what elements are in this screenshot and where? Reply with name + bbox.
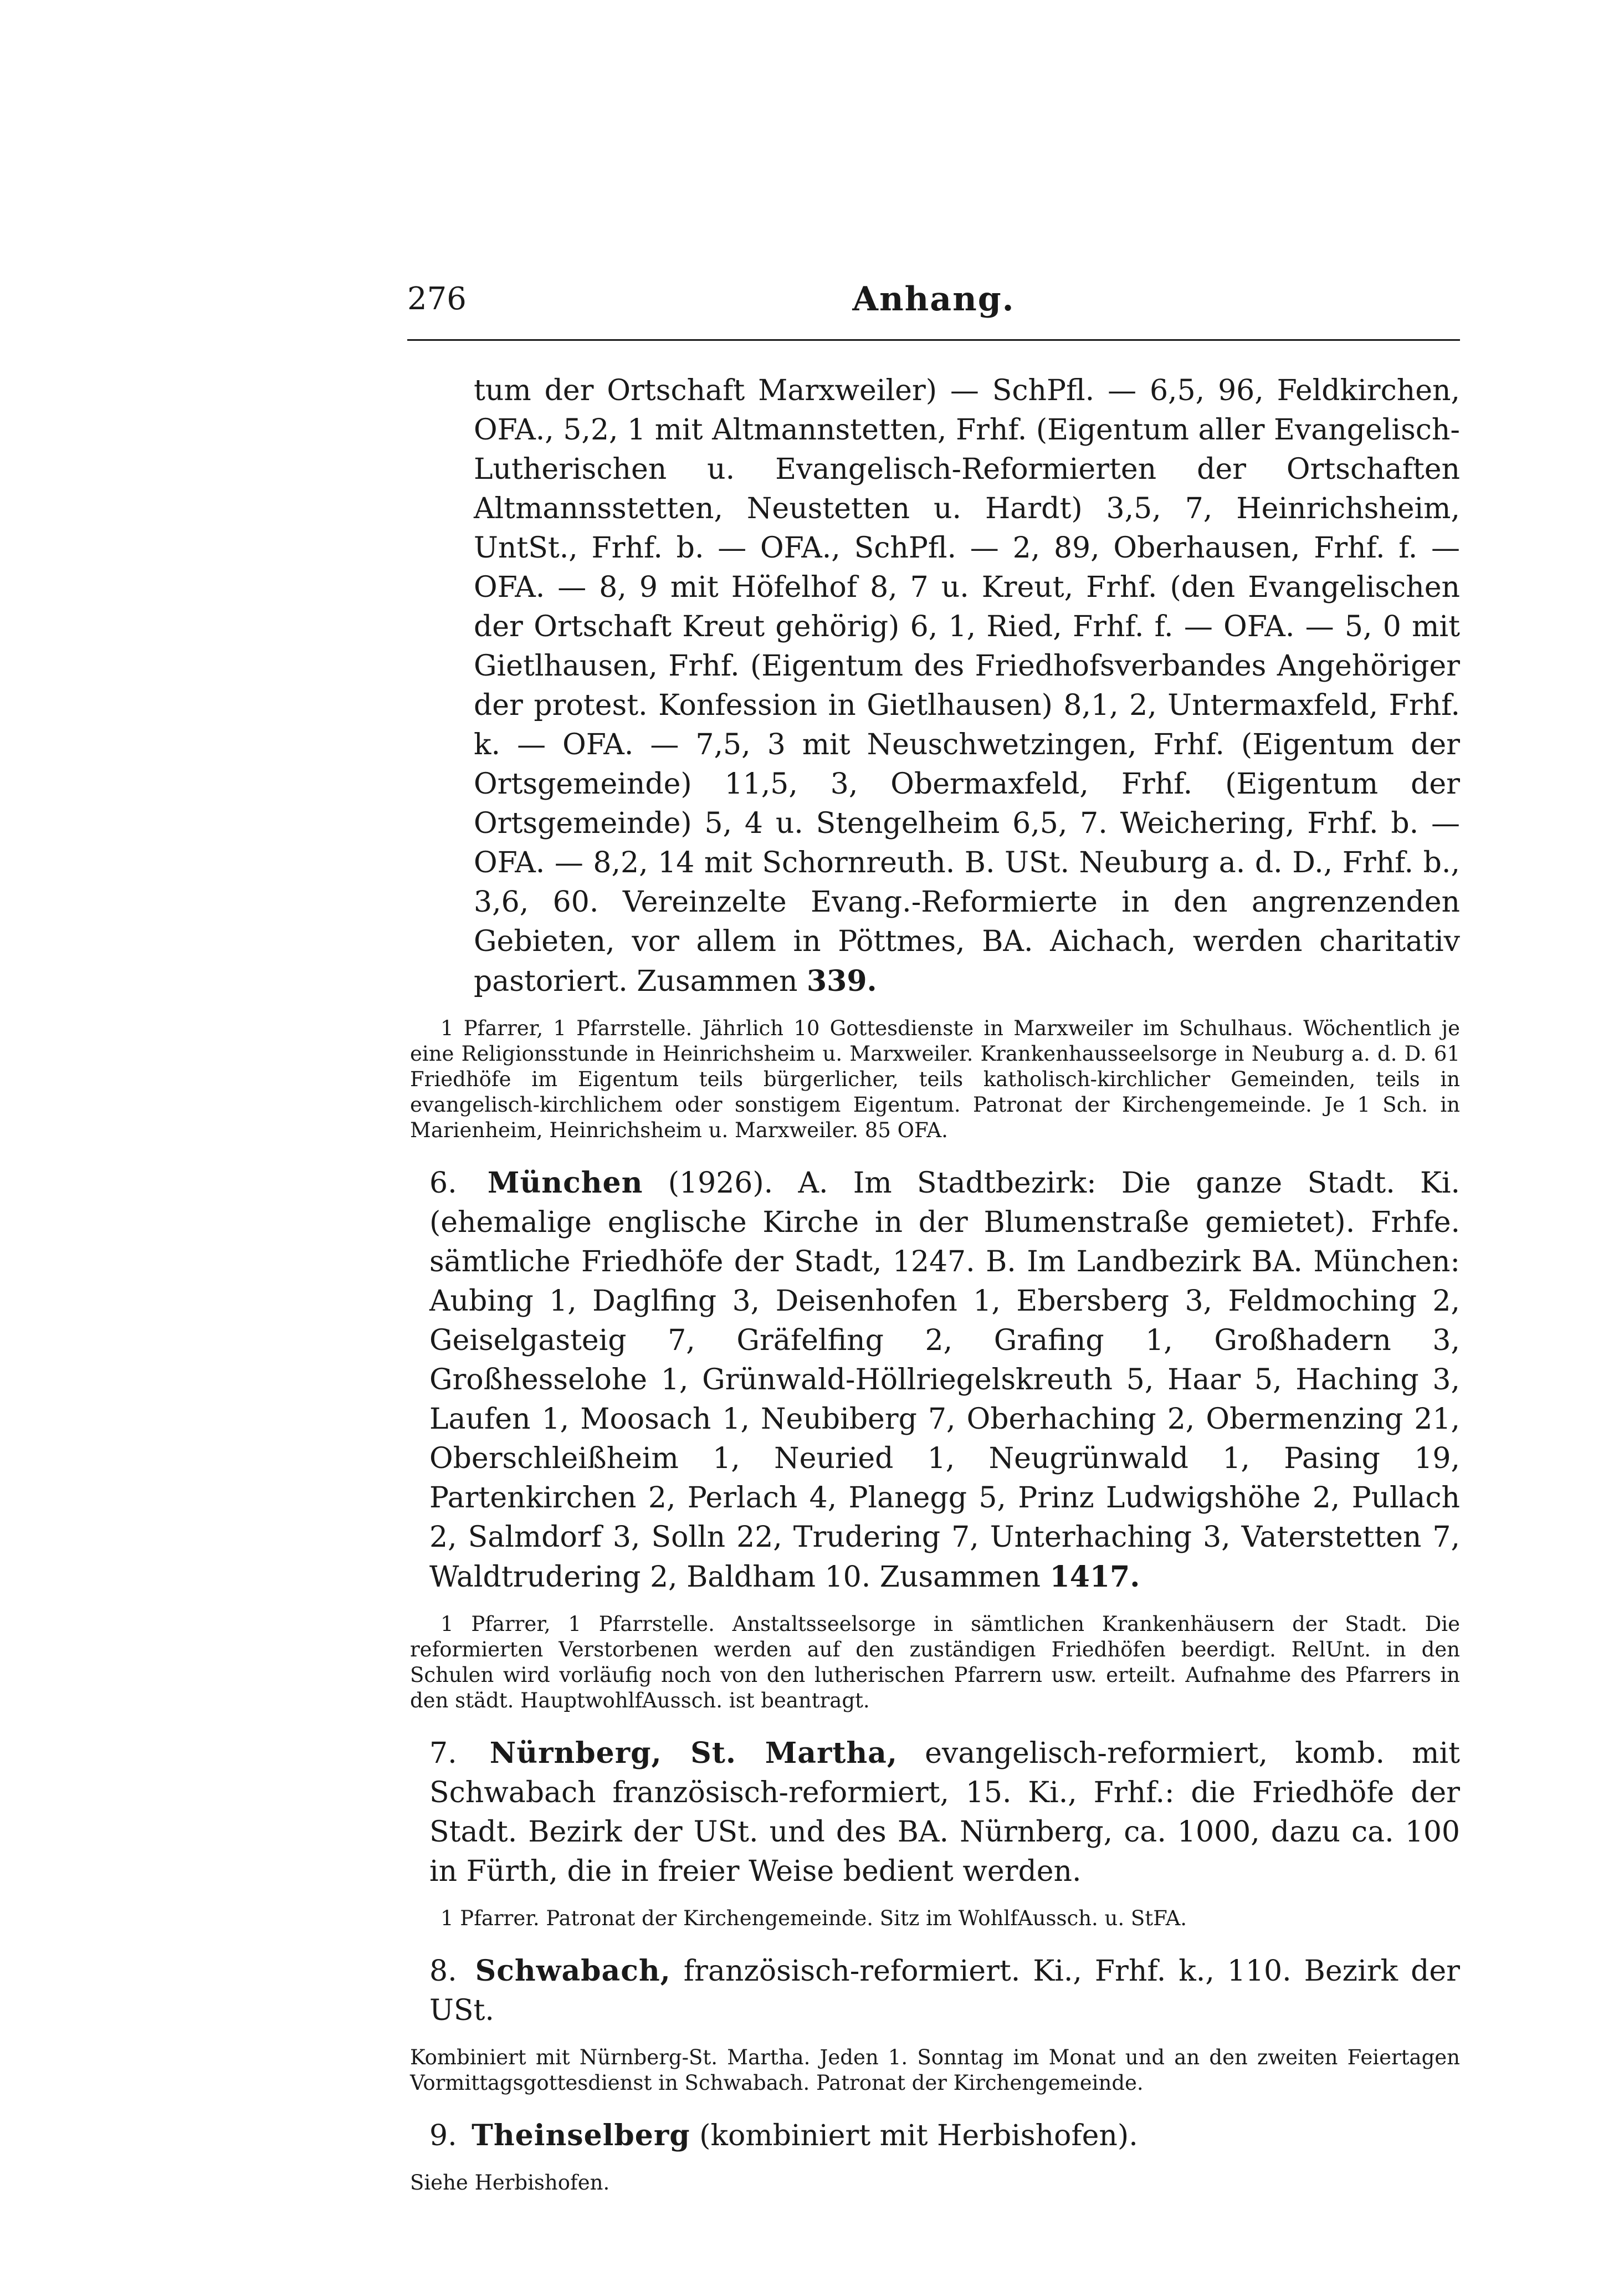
entry-total: 1417. xyxy=(1049,1560,1140,1594)
page-header xyxy=(407,280,1460,324)
entry-muenchen xyxy=(429,1163,1460,1597)
entry-place: München xyxy=(487,1166,643,1200)
continuation-footnote: 1 Pfarrer, 1 Pfarrstelle. Jährlich 10 Gottesdienste in Marxweiler im Schulhaus. Wöchentlich je eine Religionsstunde in Heinrichsheim u. Marxweiler. Krankenhausseelsorge in Neuburg a. d. D. 61 Friedhöfe im Eigentum teils bürgerlicher, teils katholisch-kirchlicher Gemeinden, teils in evangelisch-kirchlichem oder sonstigem Eigentum. Patronat der Kirchengemeinde. Je 1 Sch. in Marienheim, Heinrichsheim u. Marxweiler. 85 OFA. xyxy=(410,1016,1460,1142)
entry-text: evangelisch-reformiert, komb. mit Schwabach französisch-reformiert, 15. Ki., Frhf.: die Friedhöfe der Stadt. Bezirk der USt. und des BA. Nürnberg, ca. 1000, dazu ca. 100 in Fürth, die in freier Weise bedient werden. xyxy=(429,1737,1461,1888)
entry-number: 7. xyxy=(429,1737,457,1770)
entry-place: Nürnberg, St. Martha, xyxy=(489,1736,898,1770)
continuation-paragraph xyxy=(474,371,1460,1001)
continuation-text: tum der Ortschaft Marxweiler) — SchPfl. — 6,5, 96, Feldkirchen, OFA., 5,2, 1 mit Altmannstetten, Frhf. (Eigentum aller Evangelisch-Lutherischen u. Evangelisch-Reformierten der Ortschaften Altmannsstetten, Neustetten u. Hardt) 3,5, 7, Heinrichsheim, UntSt., Frhf. b. — OFA., SchPfl. — 2, 89, Oberhausen, Frhf. f. — OFA. — 8, 9 mit Höfelhof 8, 7 u. Kreut, Frhf. (den Evangelischen der Ortschaft Kreut gehörig) 6, 1, Ried, Frhf. f. — OFA. — 5, 0 mit Gietlhausen, Frhf. (Eigentum des Friedhofsverbandes Angehöriger der protest. Konfession in Gietlhausen) 8,1, 2, Untermaxfeld, Frhf. k. — OFA. — 7,5, 3 mit Neuschwetzingen, Frhf. (Eigentum der Ortsgemeinde) 11,5, 3, Obermaxfeld, Frhf. (Eigentum der Ortsgemeinde) 5, 4 u. Stengelheim 6,5, 7. Weichering, Frhf. b. — OFA. — 8,2, 14 mit Schornreuth. B. USt. Neuburg a. d. D., Frhf. b., 3,6, 60. Vereinzelte Evang.-Reformierte in den angrenzenden Gebieten, vor allem in Pöttmes, BA. Aichach, werden charitativ pastoriert. xyxy=(474,374,1460,998)
entry-text: (kombiniert mit Herbishofen). xyxy=(699,2119,1138,2152)
running-title: Anhang. xyxy=(852,280,1015,319)
entry-theinselberg xyxy=(429,2116,1460,2156)
entry-place: Theinselberg xyxy=(472,2119,690,2152)
continuation-total-label: Zusammen xyxy=(637,965,798,998)
entry-number: 8. xyxy=(429,1955,457,1988)
entry-nuernberg xyxy=(429,1733,1460,1891)
entry-text: (1926). A. Im Stadtbezirk: Die ganze Stadt. Ki. (ehemalige englische Kirche in der Blumenstraße gemietet). Frhfe. sämtliche Friedhöfe der Stadt, 1247. B. Im Landbezirk BA. München: Aubing 1, Daglfing 3, Deisenhofen 1, Ebersberg 3, Feldmoching 2, Geiselgasteig 7, Gräfelfing 2, Grafing 1, Großhadern 3, Großhesselohe 1, Grünwald-Höllriegelskreuth 5, Haar 5, Haching 3, Laufen 1, Moosach 1, Neubiberg 7, Oberhaching 2, Obermenzing 21, Oberschleißheim 1, Neuried 1, Neugrünwald 1, Pasing 19, Partenkirchen 2, Perlach 4, Planegg 5, Prinz Ludwigshöhe 2, Pullach 2, Salmdorf 3, Solln 22, Trudering 7, Unterhaching 3, Vaterstetten 7, Waldtrudering 2, Baldham 10. xyxy=(429,1167,1461,1594)
entry-number: 9. xyxy=(429,2119,457,2152)
entry-place: Schwabach, xyxy=(475,1954,671,1988)
entry-schwabach xyxy=(429,1951,1460,2031)
main-text xyxy=(410,371,1461,2196)
header-rule xyxy=(407,339,1460,341)
entry-schwabach-footnote: Kombiniert mit Nürnberg-St. Martha. Jeden 1. Sonntag im Monat und an den zweiten Feiertagen Vormittagsgottesdienst in Schwabach. Patronat der Kirchengemeinde. xyxy=(410,2045,1460,2095)
continuation-total: 339. xyxy=(807,964,877,998)
entry-theinselberg-footnote: Siehe Herbishofen. xyxy=(410,2171,610,2195)
entry-number: 6. xyxy=(429,1167,457,1200)
page-number: 276 xyxy=(407,281,467,317)
entry-nuernberg-footnote: 1 Pfarrer. Patronat der Kirchengemeinde. Sitz im WohlfAussch. u. StFA. xyxy=(440,1906,1187,1930)
entry-total-label: Zusammen xyxy=(879,1561,1041,1594)
entry-muenchen-footnote: 1 Pfarrer, 1 Pfarrstelle. Anstaltsseelsorge in sämtlichen Krankenhäusern der Stadt. Die reformierten Verstorbenen werden auf den zuständigen Friedhöfen beerdigt. RelUnt. in den Schulen wird vorläufig noch von den lutherischen Pfarrern usw. erteilt. Aufnahme des Pfarrers in den städt. HauptwohlfAussch. ist beantragt. xyxy=(410,1612,1460,1712)
entry-text: französisch-reformiert. Ki., Frhf. k., 110. Bezirk der USt. xyxy=(429,1955,1461,2027)
